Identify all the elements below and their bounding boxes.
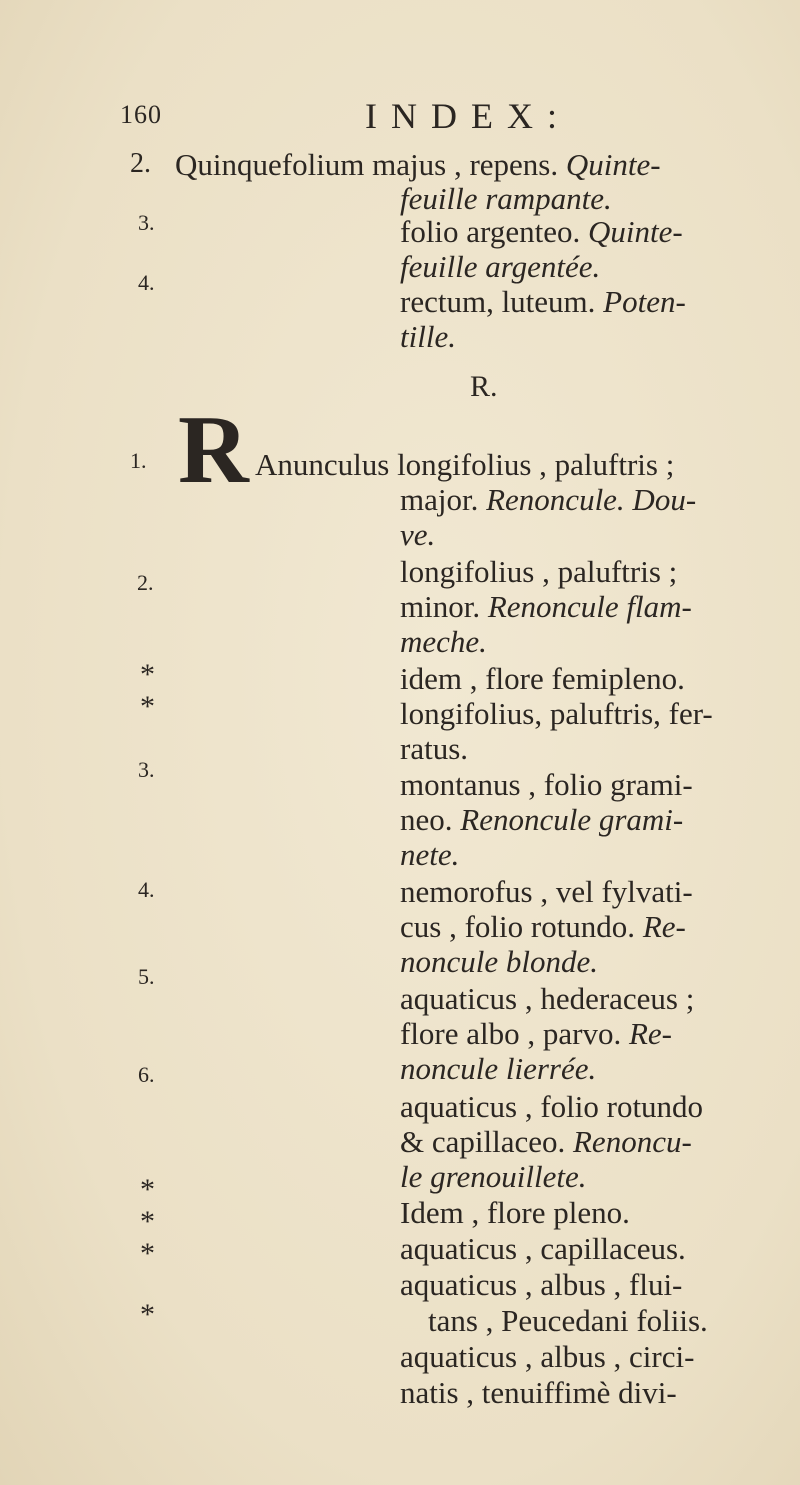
text-line: cus , folio rotundo. Re- [400,909,686,944]
text-line: feuille rampante. [400,181,612,216]
page-number: 160 [120,100,162,129]
text-line: minor. Renoncule flam- [400,589,692,624]
text-line: tans , Peucedani foliis. [428,1303,708,1338]
margin-number: 3. [138,210,155,235]
asterisk-marker: * [140,1173,155,1206]
text-line: noncule blonde. [400,944,599,979]
text-line: folio argenteo. Quinte- [400,214,683,249]
text-line: aquaticus , albus , flui- [400,1267,683,1302]
margin-number: 1. [130,448,147,473]
text-line: aquaticus , hederaceus ; [400,981,695,1016]
text-line: Anunculus longifolius , paluftris ; [255,447,675,482]
drop-cap: R [178,396,249,504]
text-line: neo. Renoncule grami- [400,802,684,837]
text-line: aquaticus , capillaceus. [400,1231,686,1266]
asterisk-marker: * [140,1205,155,1238]
asterisk-marker: * [140,658,155,691]
text-line: longifolius , paluftris ; [400,554,678,589]
text-line: noncule lierrée. [400,1051,597,1086]
margin-number: 2. [130,148,151,179]
text-line: aquaticus , folio rotundo [400,1089,704,1124]
text-line: tille. [400,319,456,354]
section-letter: R. [470,370,498,403]
text-line: Idem , flore pleno. [400,1195,630,1230]
text-line: ratus. [400,731,469,766]
text-line: idem , flore femipleno. [400,661,685,696]
text-line: feuille argentée. [400,249,601,284]
text-line: aquaticus , albus , circi- [400,1339,695,1374]
text-line: le grenouillete. [400,1159,587,1194]
text-line: nemorofus , vel fylvati- [400,874,693,909]
margin-number: 4. [138,270,155,295]
text-line: natis , tenuiffimè divi- [400,1375,677,1410]
asterisk-marker: * [140,1237,155,1270]
margin-number: 3. [138,757,155,782]
asterisk-marker: * [140,1298,155,1331]
text-line: longifolius, paluftris, fer- [400,696,713,731]
text-line: ve. [400,517,436,552]
margin-number: 4. [138,877,155,902]
margin-number: 2. [137,570,154,595]
page-title: INDEX: [365,96,571,136]
text-line: meche. [400,624,487,659]
text-line: major. Renoncule. Dou- [400,482,697,517]
text-line: rectum, luteum. Poten- [400,284,686,319]
margin-number: 6. [138,1062,155,1087]
text-line: nete. [400,837,460,872]
text-line: montanus , folio grami- [400,767,693,802]
text-line: & capillaceo. Renoncu- [400,1124,692,1159]
text-line: flore albo , parvo. Re- [400,1016,673,1051]
asterisk-marker: * [140,690,155,723]
text-line: Quinquefolium majus , repens. Quinte- [175,147,661,182]
margin-number: 5. [138,964,155,989]
